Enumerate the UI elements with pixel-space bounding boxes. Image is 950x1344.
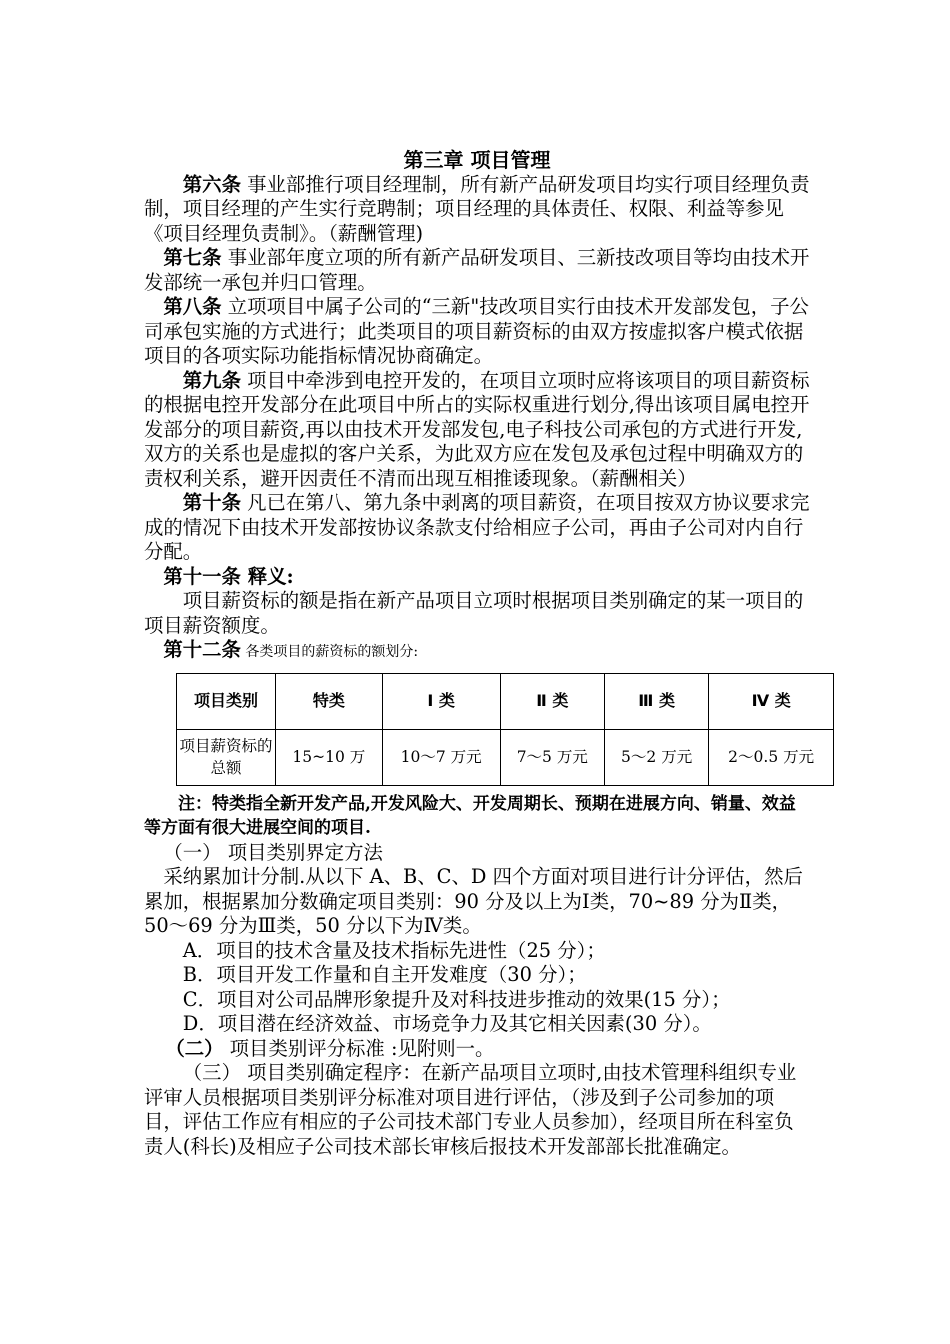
article-8-head: 第八条 [163,295,222,318]
article-12-text: 各类项目的薪资标的额划分: [240,644,419,660]
table-header-cell: Ⅲ 类 [604,673,708,729]
article-12 [144,638,810,665]
article-9-head: 第九条 [182,368,241,392]
section-2 [144,1037,810,1062]
article-11-head: 第十一条 释义: [163,564,294,588]
article-7 [144,246,810,295]
article-10 [144,491,810,565]
table-cell: 5～2 万元 [604,729,708,785]
section-3-text: 在新产品项目立项时,由技术管理科组织专业评审人员根据项目类别评分标准对项目进行评估，（涉及到子公司参加的项目，评估工作应有相应的子公司技术部门专业人员参加），经项目所在科室负责人(科长)及相应子公司技术部长审核后报技术开发部部长批准确定。 [144,1061,797,1158]
section-2-head: （二） [165,1036,224,1060]
article-6 [144,173,810,247]
salary-table-wrapper [144,665,815,792]
article-7-head: 第七条 [163,246,222,269]
table-header-cell: 项目类别 [177,673,276,729]
table-header-cell: 特类 [276,673,383,729]
table-header-cell: Ⅱ 类 [500,673,604,729]
criterion-b: B．项目开发工作量和自主开发难度（30 分）； [182,963,587,986]
section-3-head: （三） 项目类别确定程序： [182,1061,422,1084]
article-8 [144,295,810,369]
table-cell: 10～7 万元 [382,729,500,785]
table-header-cell: Ⅳ 类 [709,673,834,729]
article-10-text: 凡已在第八、第九条中剥离的项目薪资，在项目按双方协议要求完成的情况下由技术开发部按协议条款支付给相应子公司，再由子公司对内自行分配。 [144,491,810,563]
table-note: 注：特类指全新开发产品,开发风险大、开发周期长、预期在进展方向、销量、效益等方面有很大进展空间的项目. [144,793,796,838]
article-9-text: 项目中牵涉到电控开发的，在项目立项时应将该项目的项目薪资标的根据电控开发部分在此项目中所占的实际权重进行划分,得出该项目属电控开发部分的项目薪资,再以由技术开发部发包,电子科技公司承包的方式进行开发,双方的关系也是虚拟的客户关系，为此双方应在发包及承包过程中明确双方的责权利关系，避开因责任不清而出现互相推诿现象。（薪酬相关） [144,368,810,490]
table-cell: 2～0.5 万元 [709,729,834,785]
table-cell: 7～5 万元 [500,729,604,785]
section-1-text: 采纳累加计分制.从以下 A、B、C、D 四个方面对项目进行计分评估，然后累加，根据累加分数确定项目类别：90 分及以上为Ⅰ类，70~89 分为Ⅱ类，50～69 分为Ⅲ类，50 分以下为Ⅳ类。 [144,865,803,937]
table-cell: 15~10 万 [276,729,383,785]
table-row-label: 项目薪资标的总额 [177,729,276,785]
table-header-cell: Ⅰ 类 [382,673,500,729]
article-6-head: 第六条 [182,172,241,196]
article-11-text: 项目薪资标的额是指在新产品项目立项时根据项目类别确定的某一项目的项目薪资额度。 [144,589,804,637]
section-2-text: 项目类别评分标准 :见附则一。 [223,1036,495,1060]
article-8-text: 立项项目中属子公司的“三新"技改项目实行由技术开发部发包，子公司承包实施的方式进行；此类项目的项目薪资标的由双方按虚拟客户模式依据项目的各项实际功能指标情况协商确定。 [144,295,809,367]
article-7-text: 事业部年度立项的所有新产品研发项目、三新技改项目等均由技术开发部统一承包并归口管理。 [144,246,810,294]
article-10-head: 第十条 [182,491,241,514]
section-1-title: （一） 项目类别界定方法 [163,840,383,864]
section-3 [144,1061,810,1159]
article-6-text: 事业部推行项目经理制，所有新产品研发项目均实行项目经理负责制，项目经理的产生实行竞聘制；项目经理的具体责任、权限、利益等参见《项目经理负责制》。（薪酬管理) [144,172,810,245]
table-header-row [177,673,834,729]
document-body [144,148,815,1159]
salary-table [176,673,834,786]
table-row [177,729,834,785]
article-12-head: 第十二条 [163,638,241,661]
criterion-c: C．项目对公司品牌形象提升及对科技进步推动的效果(15 分）； [182,987,731,1011]
chapter-title: 第三章 项目管理 [403,148,551,172]
criterion-d: D．项目潜在经济效益、市场竞争力及其它相关因素(30 分）。 [182,1012,712,1035]
article-9 [144,369,810,492]
criterion-a: A．项目的技术含量及技术指标先进性（25 分）； [182,938,606,962]
